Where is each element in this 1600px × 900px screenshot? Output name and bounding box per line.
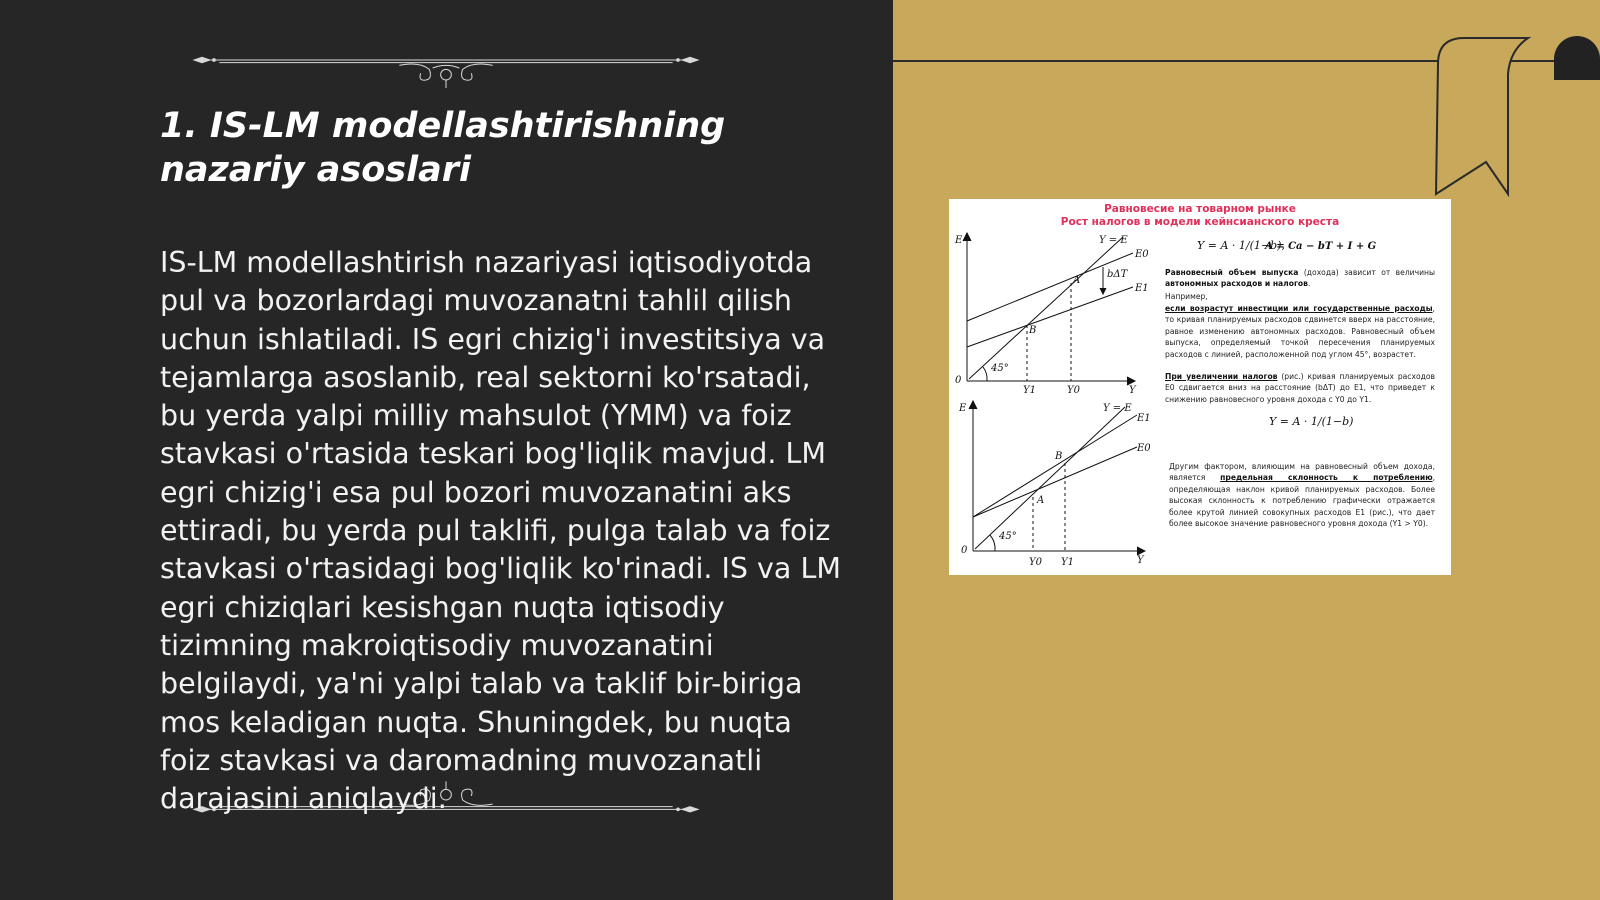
para1-text-d: .	[1307, 279, 1311, 289]
graph2-point-a: A	[1037, 495, 1045, 506]
para3-text: , то кривая планируемых расходов сдвинется вверх на расстояние, равное изменению автономных расходов. Равновесный объем выпуска, определяемый точкой пересечения планируемых расходов с линией, расположенной под углом 45°, возрастет.	[1165, 304, 1435, 359]
keynesian-cross-graph-propensity	[953, 399, 1149, 571]
graph1-origin-label: 0	[955, 375, 962, 386]
graph1-45-line-label: Y = E	[1099, 235, 1128, 246]
formula-equilibrium-mid: Y = A · 1/(1−b)	[1269, 415, 1354, 428]
keynesian-cross-figure	[949, 199, 1451, 575]
figure-title-line1: Равновесие на товарном рынке	[1104, 203, 1296, 215]
graph2-e-axis-label: E	[959, 403, 967, 414]
para5-underlined: предельная склонность к потреблению	[1220, 473, 1433, 483]
corner-dot	[1554, 36, 1600, 80]
graph2-upper-curve-label: E1	[1137, 413, 1151, 424]
graph2-tick-y1: Y1	[1061, 557, 1074, 568]
graph1-point-b: B	[1029, 325, 1037, 336]
para4-text: (рис.) кривая планируемых расходов E0 сдвигается вниз на расстояние (bΔT) до E1, что приведет к снижению равновесного уровня дохода с Y0 до Y1.	[1165, 372, 1435, 404]
slide-title: 1. IS-LM modellashtirishning nazariy asoslari	[160, 106, 726, 190]
figure-paragraph-5	[1169, 461, 1435, 529]
para1-bold-c: автономных расходов и налогов	[1165, 279, 1308, 289]
bookmark-ribbon-icon	[1430, 34, 1530, 199]
graph1-tick-y0: Y0	[1067, 385, 1080, 396]
formula-equilibrium-top: Y = A · 1/(1−b),	[1197, 239, 1285, 252]
graph1-point-a: A	[1073, 275, 1081, 286]
formula-autonomous: A = Ca − bT + I + G	[1265, 241, 1377, 252]
figure-paragraph-1	[1165, 267, 1435, 290]
graph1-tick-y1: Y1	[1023, 385, 1036, 396]
graph1-upper-curve-label: E0	[1135, 249, 1149, 260]
graph1-shift-label: bΔT	[1107, 269, 1128, 280]
graph2-45-line-label: Y = E	[1103, 403, 1132, 414]
top-ornament-divider	[66, 48, 826, 88]
figure-paragraph-3	[1165, 303, 1435, 360]
keynesian-cross-graph-taxes	[953, 231, 1149, 401]
figure-paragraph-4	[1165, 371, 1435, 405]
graph2-tick-y0: Y0	[1029, 557, 1042, 568]
graph2-lower-curve-label: E0	[1137, 443, 1151, 454]
figure-paragraph-2: Например,	[1165, 292, 1208, 301]
para3-underlined: если возрастут инвестиции или государственные расходы	[1165, 304, 1433, 313]
para1-bold-a: Равновесный объем выпуска	[1165, 268, 1299, 277]
graph1-lower-curve-label: E1	[1135, 283, 1149, 294]
para1-text-b: (дохода) зависит от величины	[1298, 268, 1436, 277]
para5-text-c: , определяющая наклон кривой планируемых расходов. Более высокая склонность к потреблению графически отражается более крутой линией совокупных расходов E1 (рис.), что дает более высокое значение равновесного уровня дохода (Y1 > Y0).	[1169, 473, 1436, 529]
graph2-y-axis-label: Y	[1137, 555, 1144, 566]
graph1-y-axis-label: Y	[1129, 385, 1136, 396]
slide-body-text: IS-LM modellashtirish nazariyasi iqtisodiyotda pul va bozorlardagi muvozanatni tahlil qilish uchun ishlatiladi. IS egri chizig'i investitsiya va tejamlarga asoslanib, real sektorni ko'rsatadi, bu yerda yalpi milliy mahsulot (YMM) va foiz stavkasi o'rtasida teskari bog'liqlik mavjud. LM egri chizig'i esa pul bozori muvozanatini aks ettiradi, bu yerda pul taklifi, pulga talab va foiz stavkasi o'rtasidagi bog'liqlik ko'rinadi. IS va LM egri chiziqlari kesishgan nuqta iqtisodiy tizimning makroiqtisodiy muvozanatini belgilaydi, ya'ni yalpi talab va taklif bir-biriga mos keladigan nuqta. Shuningdek, bu nuqta foiz stavkasi va daromadning muvozanatli darajasini aniqlaydi.	[160, 246, 841, 816]
graph1-e-axis-label: E	[955, 235, 963, 246]
graph2-point-b: B	[1055, 451, 1063, 462]
para4-underlined: При увеличении налогов	[1165, 372, 1278, 381]
figure-title-line2: Рост налогов в модели кейнсианского креста	[1060, 216, 1340, 228]
graph1-angle-label: 45°	[991, 363, 1009, 374]
para5-text-a: Другим фактором, влияющим на равновесный объем дохода, является	[1169, 462, 1435, 483]
graph2-angle-label: 45°	[999, 531, 1017, 542]
graph2-origin-label: 0	[961, 545, 968, 556]
